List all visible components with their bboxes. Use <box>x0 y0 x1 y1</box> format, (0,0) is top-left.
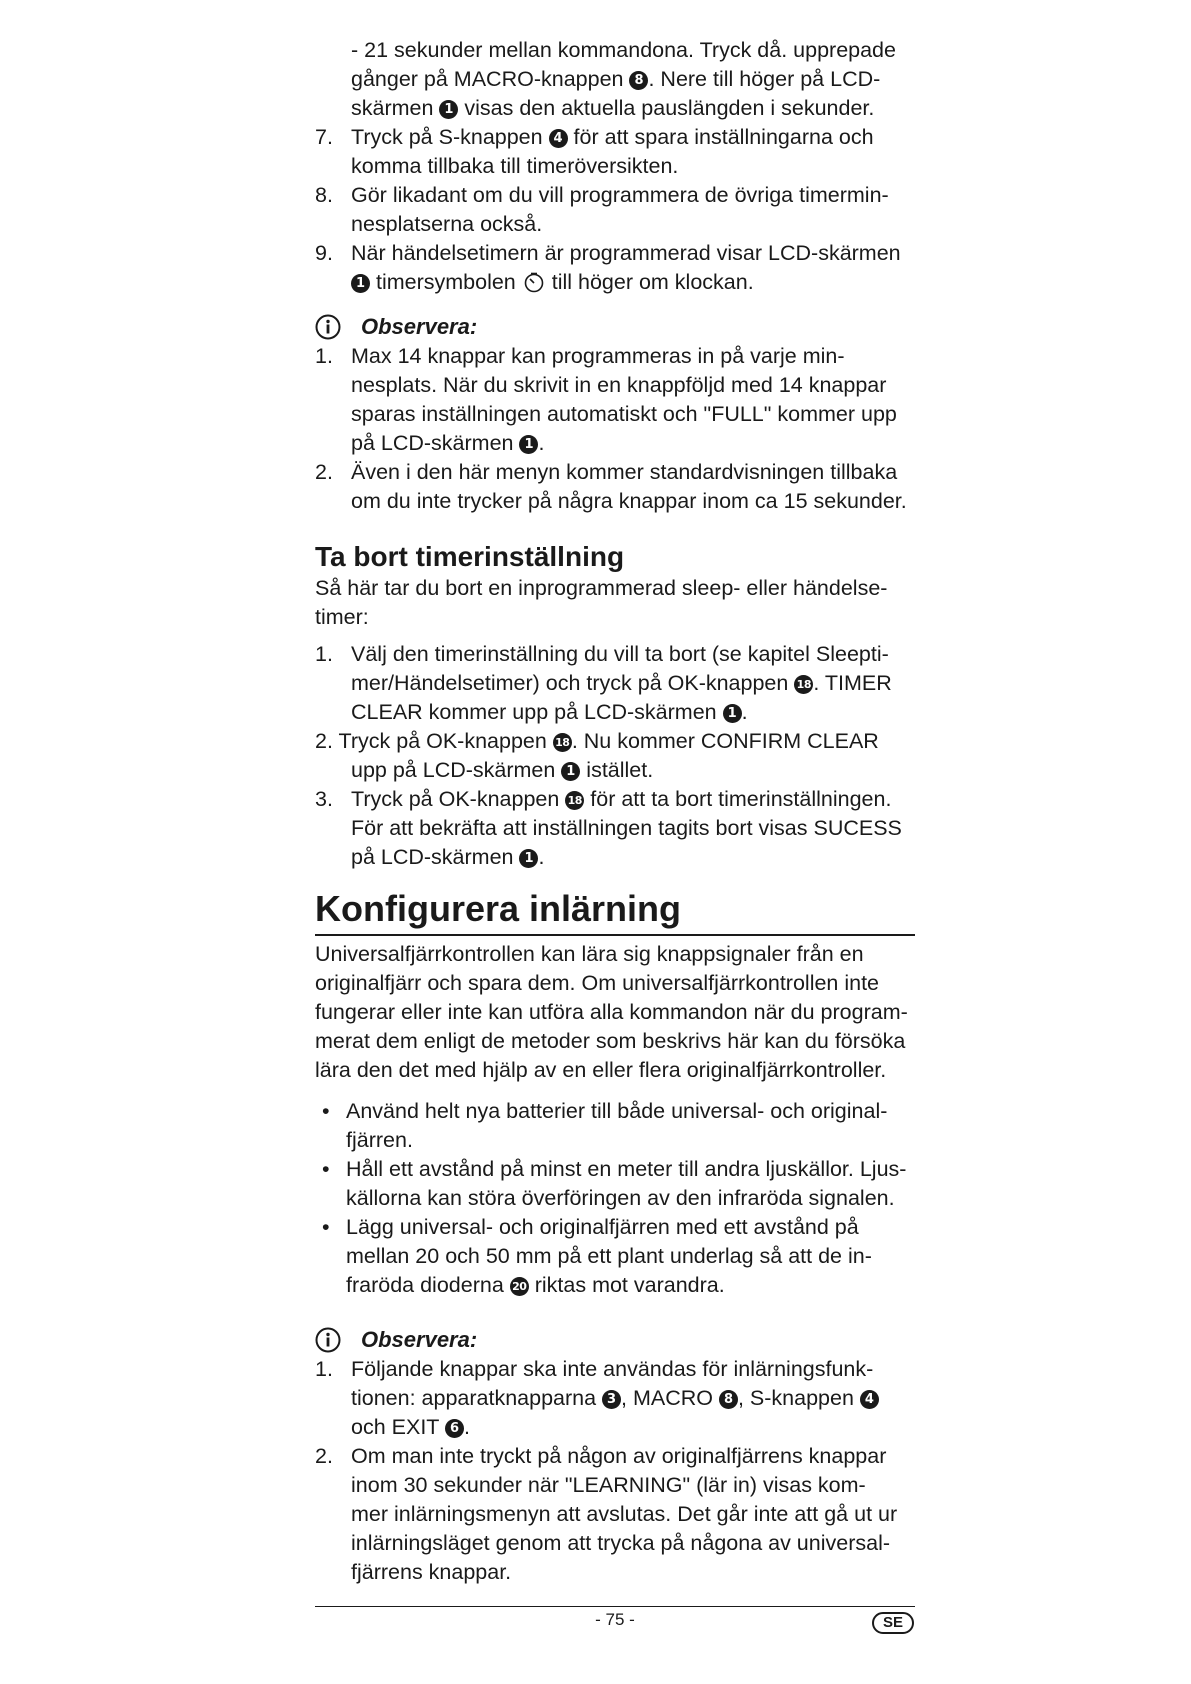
delete-step-2: 2. Tryck på OK-knappen 18 . Nu kommer CONFIRM CLEAR upp på LCD-skärmen 1 istället. <box>315 729 879 782</box>
marker-1: 1 <box>439 100 458 119</box>
note-item-2: 2. Om man inte tryckt på någon av originalfjärrens knappar inom 30 sekunder när "LEARNING" (lär in) visas kom- mer inlärningsmenyn att avslutas. Det går inte att gå ut ur inlärningsläget genom att trycka på någona av universal- fjärrens knappar. <box>315 1444 898 1584</box>
list-item-8: 8. Gör likadant om du vill programmera de övriga timermin- nesplatserna också. <box>315 183 889 236</box>
note-title: Observera: <box>361 314 478 339</box>
info-icon <box>315 1327 341 1353</box>
section-heading: Ta bort timerinställning <box>315 541 625 572</box>
note-item-1: 1. Max 14 knappar kan programmeras in på varje min- nesplats. När du skrivit in en knappföljd med 14 knappar sparas inställningen automatiskt och "FULL" kommer upp på LCD-skärmen 1 . <box>315 344 897 455</box>
learning-body <box>315 940 915 1300</box>
marker-3: 3 <box>602 1390 621 1409</box>
note-item-1: 1. Följande knappar ska inte användas för inlärningsfunk- tionen: apparatknapparna 3 , MACRO 8 , S-knappen 4 och EXIT 6 . <box>315 1355 915 1442</box>
marker-18: 18 <box>794 675 813 694</box>
marker-1: 1 <box>561 762 580 781</box>
section-intro: Så här tar du bort en inprogrammerad sleep- eller händelse- timer: <box>315 576 888 629</box>
bullet-item: • Håll ett avstånd på minst en meter till andra ljuskällor. Ljus- källorna kan störa överföringen av den infraröda signalen. <box>322 1157 907 1210</box>
learning-intro: Universalfjärrkontrollen kan lära sig knappsignaler från en originalfjärr och spara dem. Om universalfjärrkontrollen inte fungerar eller inte kan utföra alla kommandon när du program- merat dem enligt de metoder som beskrivs här kan du försöka lära den det med hjälp av en eller flera originalfjärrkontroller. <box>315 942 908 1082</box>
marker-8: 8 <box>629 71 648 90</box>
list-item-continued: - 21 sekunder mellan kommandona. Tryck då. upprepade gånger på MACRO-knappen 8 . Nere till höger på LCD- skärmen 1 visas den aktuella pauslängden i sekunder. <box>351 38 896 120</box>
list-item-9: 9. När händelsetimern är programmerad visar LCD-skärmen 1 timersymbolen till höger om klockan. <box>315 241 901 294</box>
section-learning <box>315 888 915 930</box>
delete-step-3: 3. Tryck på OK-knappen 18 för att ta bort timerinställningen. För att bekräfta att inställningen tagits bort visas SUCESS på LCD-skärmen 1 . <box>315 787 902 869</box>
timer-icon <box>522 270 546 294</box>
marker-1: 1 <box>723 704 742 723</box>
heading-rule <box>315 934 915 936</box>
note-item-2: 2. Även i den här menyn kommer standardvisningen tillbaka om du inte trycker på några knappar inom ca 15 sekunder. <box>315 460 907 513</box>
note-title: Observera: <box>361 1327 478 1352</box>
language-badge: SE <box>872 1612 914 1634</box>
marker-20: 20 <box>510 1277 529 1296</box>
marker-4: 4 <box>860 1390 879 1409</box>
marker-18: 18 <box>565 791 584 810</box>
marker-18: 18 <box>553 733 572 752</box>
note-box-2 <box>315 1325 915 1587</box>
section-delete-timer <box>315 540 915 872</box>
bullet-item: • Lägg universal- och originalfjärren med ett avstånd på mellan 20 och 50 mm på ett plant underlag så att de in- fraröda dioderna 20 riktas mot varandra. <box>322 1215 872 1297</box>
chapter-heading: Konfigurera inlärning <box>315 888 682 929</box>
page-number: - 75 - <box>595 1610 635 1629</box>
footer-rule <box>315 1606 915 1607</box>
marker-1: 1 <box>519 849 538 868</box>
marker-6: 6 <box>445 1419 464 1438</box>
marker-1: 1 <box>519 435 538 454</box>
marker-1: 1 <box>351 274 370 293</box>
note-box-1 <box>315 312 915 516</box>
top-list <box>315 36 915 297</box>
marker-8: 8 <box>719 1390 738 1409</box>
info-icon <box>315 314 341 340</box>
list-item-7: 7. Tryck på S-knappen 4 för att spara inställningarna och komma tillbaka till timeröversikten. <box>315 125 874 178</box>
bullet-item: • Använd helt nya batterier till både universal- och original- fjärren. <box>322 1099 888 1152</box>
marker-4: 4 <box>549 129 568 148</box>
delete-step-1: 1. Välj den timerinställning du vill ta bort (se kapitel Sleepti- mer/Händelsetimer) och tryck på OK-knappen 18 . TIMER CLEAR kommer upp på LCD-skärmen 1 . <box>315 642 892 724</box>
